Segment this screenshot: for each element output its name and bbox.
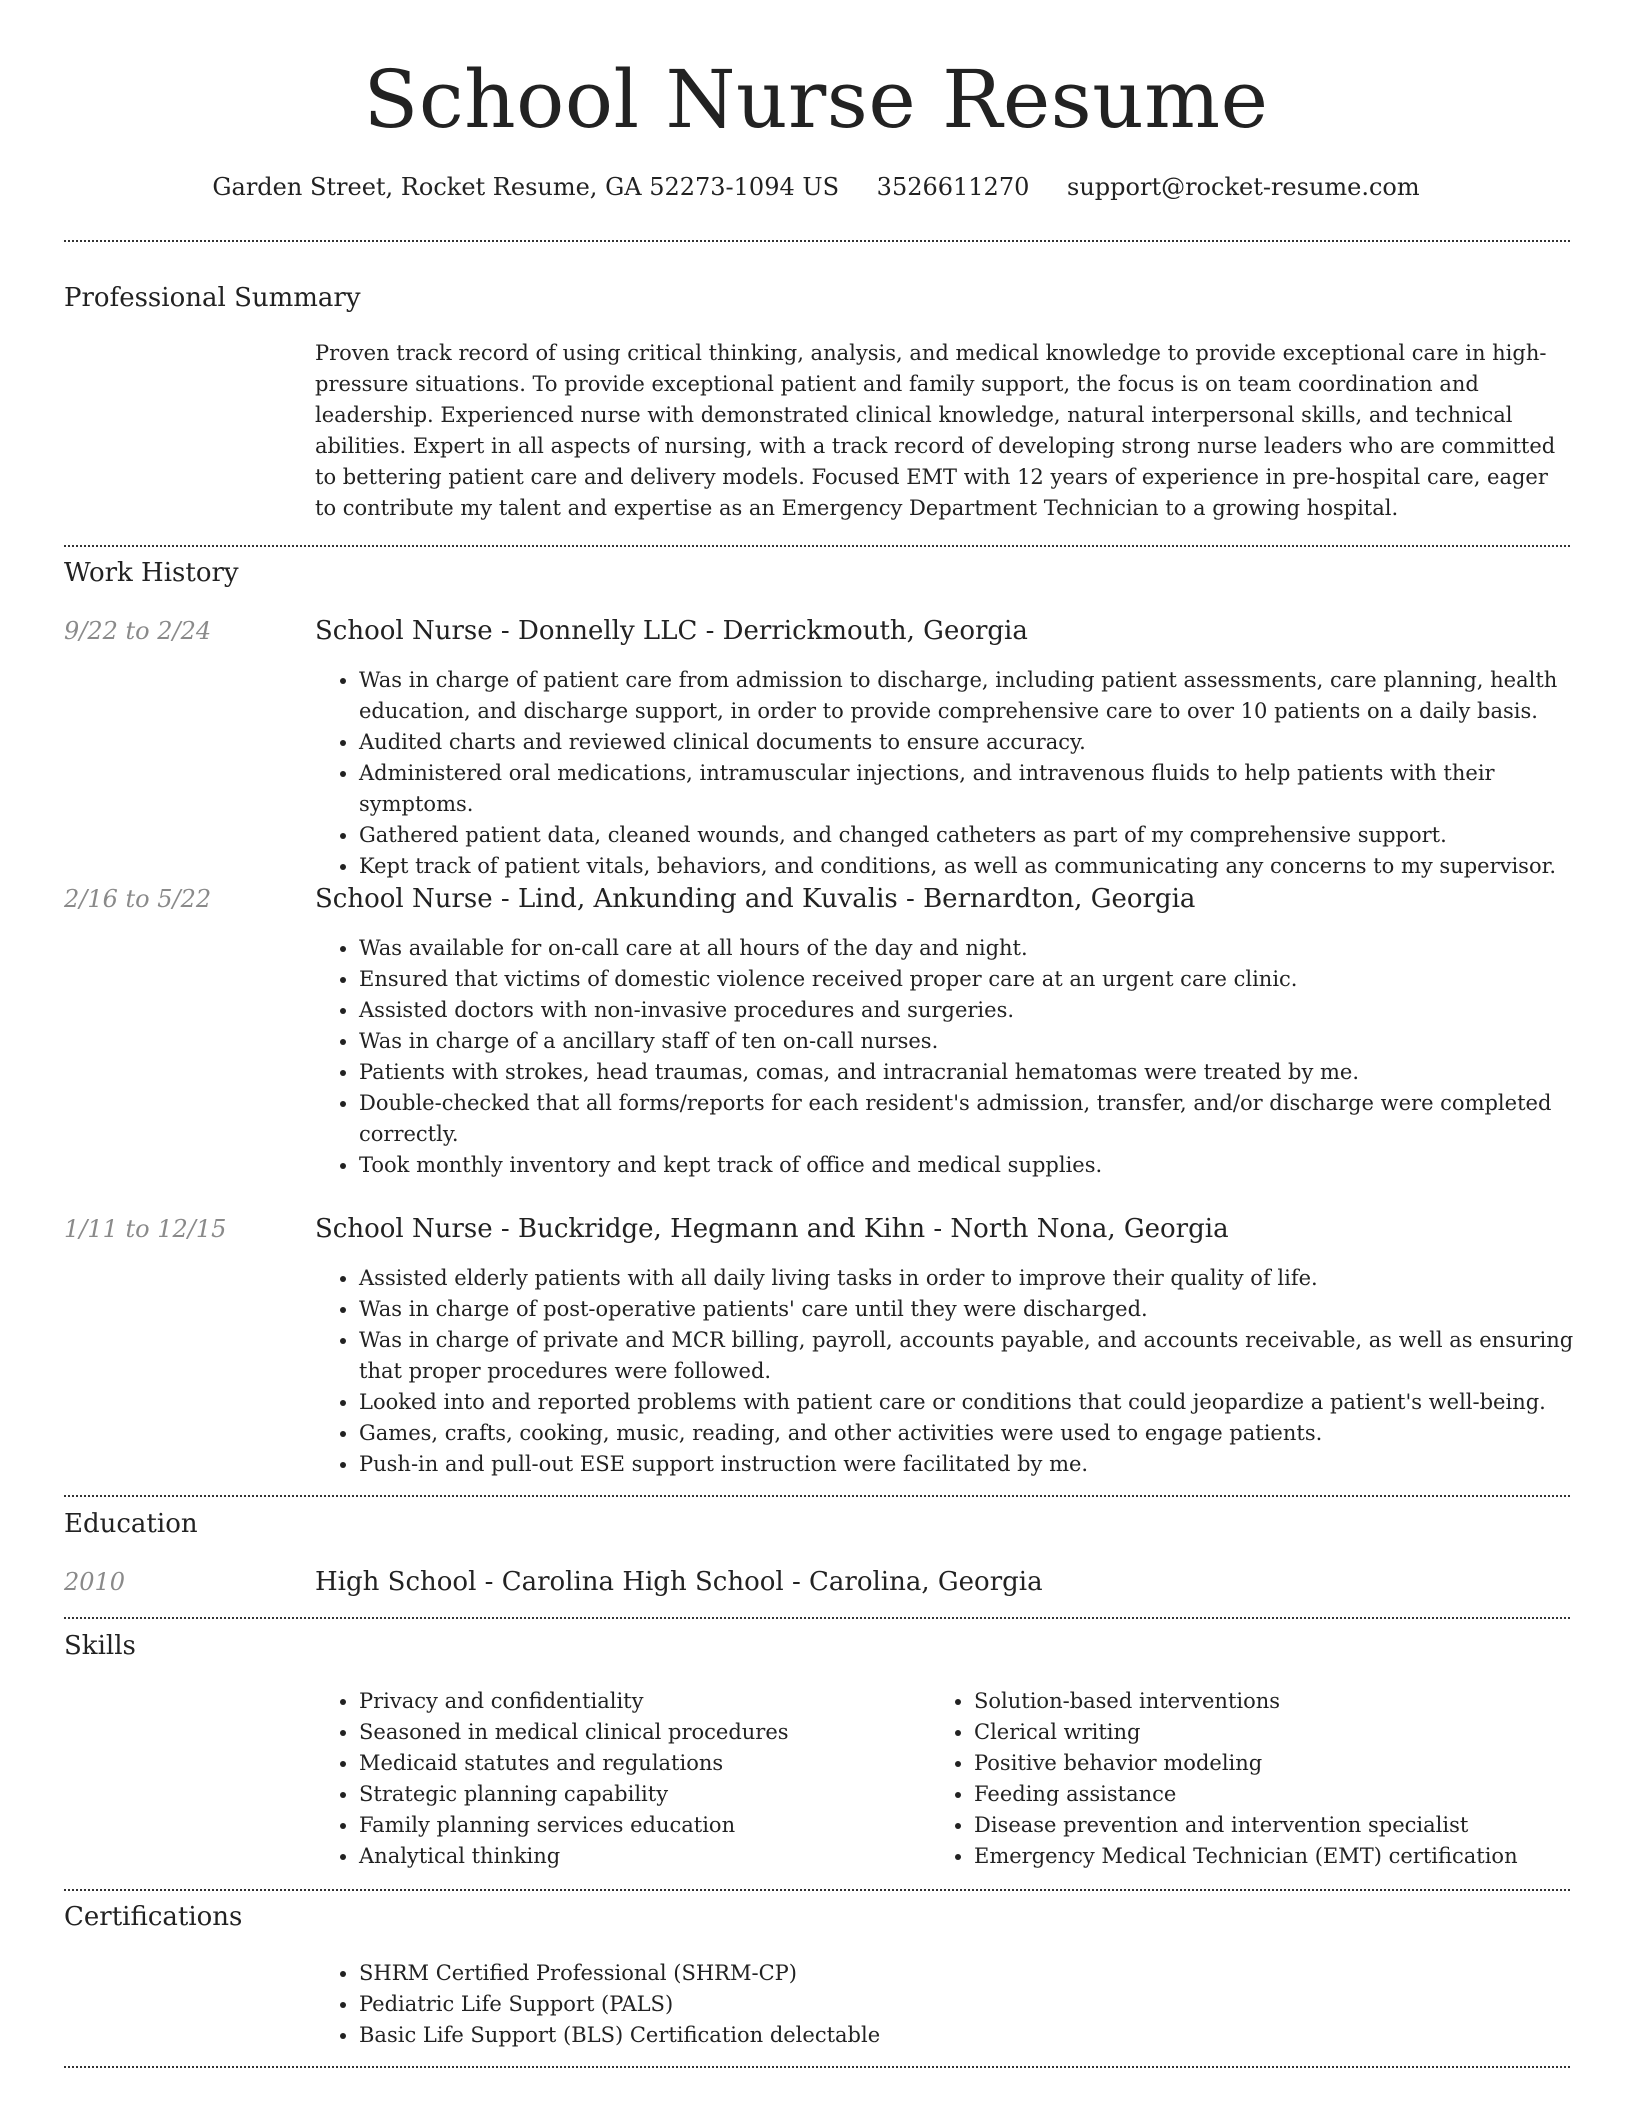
list-item: • SHRM Certified Professional (SHRM-CP) [359, 1958, 1614, 1989]
certifications-heading: Certifications [64, 1902, 243, 1932]
education-entry: High School - Carolina High School - Carolina, Georgia [315, 1567, 1043, 1597]
summary-heading: Professional Summary [64, 283, 361, 313]
work-history-heading: Work History [64, 558, 239, 588]
summary-text: Proven track record of using critical thinking, analysis, and medical knowledge to provide exceptional care in high-pressure situations. To provide exceptional patient and family support, the focus is on team coordination and leadership. Experienced nurse with demonstrated clinical knowledge, natural interpersonal skills, and technical abilities. Expert in all aspects of nursing, with a track record of developing strong nurse leaders who are committed to bettering patient care and delivery models. Focused EMT with 12 years of experience in pre-hospital care, eager to contribute my talent and expertise as an Emergency Department Technician to a growing hospital. [315, 341, 1556, 520]
job-3-dates: 1/11 to 12/15 [64, 1215, 227, 1243]
list-item: • Audited charts and reviewed clinical documents to ensure accuracy. [359, 727, 1614, 758]
section-divider [64, 1495, 1570, 1497]
skills-heading: Skills [64, 1631, 136, 1661]
list-item: • Administered oral medications, intramuscular injections, and intravenous fluids to help patients with their symptoms. [359, 758, 1614, 820]
job-2-title: School Nurse - Lind, Ankunding and Kuvalis - Bernardton, Georgia [315, 884, 1196, 914]
list-item: • Disease prevention and intervention specialist [974, 1810, 1614, 1841]
list-item: • Double-checked that all forms/reports for each resident's admission, transfer, and/or discharge were completed correctly. [359, 1088, 1614, 1150]
list-item: • Ensured that victims of domestic violence received proper care at an urgent care clinic. [359, 964, 1614, 995]
list-item: • Assisted elderly patients with all daily living tasks in order to improve their quality of life. [359, 1263, 1614, 1294]
list-item: • Push-in and pull-out ESE support instruction were facilitated by me. [359, 1449, 1614, 1480]
job-1-bullets [315, 665, 1614, 882]
section-divider [64, 2066, 1570, 2068]
list-item: • Family planning services education [359, 1810, 1614, 1841]
job-1-title: School Nurse - Donnelly LLC - Derrickmouth, Georgia [315, 616, 1028, 646]
list-item: • Looked into and reported problems with patient care or conditions that could jeopardize a patient's well-being. [359, 1387, 1614, 1418]
list-item: • Was in charge of post-operative patients' care until they were discharged. [359, 1294, 1614, 1325]
list-item: • Gathered patient data, cleaned wounds, and changed catheters as part of my comprehensive support. [359, 820, 1614, 851]
education-heading: Education [64, 1509, 198, 1539]
job-3-bullets [315, 1263, 1614, 1480]
section-divider [64, 240, 1570, 242]
job-2-bullets [315, 933, 1614, 1181]
list-item: • Was in charge of patient care from admission to discharge, including patient assessments, care planning, health education, and discharge support, in order to provide comprehensive care to over 10 patients on a daily basis. [359, 665, 1614, 727]
contact-phone: 3526611270 [876, 173, 1030, 201]
list-item: • Kept track of patient vitals, behaviors, and conditions, as well as communicating any concerns to my supervisor. [359, 851, 1614, 882]
list-item: • Clerical writing [974, 1717, 1614, 1748]
contact-address: Garden Street, Rocket Resume, GA 52273-1094 US [212, 173, 840, 201]
job-1-dates: 9/22 to 2/24 [64, 617, 212, 645]
list-item: • Feeding assistance [974, 1779, 1614, 1810]
list-item: • Games, crafts, cooking, music, reading, and other activities were used to engage patients. [359, 1418, 1614, 1449]
certifications-list [315, 1958, 1614, 2051]
list-item: • Was in charge of private and MCR billing, payroll, accounts payable, and accounts receivable, as well as ensuring that proper procedures were followed. [359, 1325, 1614, 1387]
list-item: • Privacy and confidentiality [359, 1686, 1614, 1717]
section-divider [64, 545, 1570, 547]
contact-email: support@rocket-resume.com [1067, 173, 1420, 201]
list-item: • Patients with strokes, head traumas, comas, and intracranial hematomas were treated by me. [359, 1057, 1614, 1088]
contact-line [0, 170, 1632, 204]
list-item: • Analytical thinking [359, 1841, 1614, 1872]
list-item: • Medicaid statutes and regulations [359, 1748, 1614, 1779]
skills-list-right [930, 1686, 1614, 1872]
section-divider [64, 1617, 1570, 1619]
list-item: • Was available for on-call care at all hours of the day and night. [359, 933, 1614, 964]
list-item: • Solution-based interventions [974, 1686, 1614, 1717]
job-3-title: School Nurse - Buckridge, Hegmann and Kihn - North Nona, Georgia [315, 1214, 1229, 1244]
list-item: • Basic Life Support (BLS) Certification delectable [359, 2020, 1614, 2051]
list-item: • Seasoned in medical clinical procedures [359, 1717, 1614, 1748]
list-item: • Positive behavior modeling [974, 1748, 1614, 1779]
list-item: • Was in charge of a ancillary staff of ten on-call nurses. [359, 1026, 1614, 1057]
list-item: • Assisted doctors with non-invasive procedures and surgeries. [359, 995, 1614, 1026]
list-item: • Took monthly inventory and kept track of office and medical supplies. [359, 1150, 1614, 1181]
page-title: School Nurse Resume [363, 53, 1269, 146]
list-item: • Emergency Medical Technician (EMT) certification [974, 1841, 1614, 1872]
education-year: 2010 [64, 1568, 126, 1596]
job-2-dates: 2/16 to 5/22 [64, 885, 212, 913]
list-item: • Pediatric Life Support (PALS) [359, 1989, 1614, 2020]
section-divider [64, 1889, 1570, 1891]
list-item: • Strategic planning capability [359, 1779, 1614, 1810]
